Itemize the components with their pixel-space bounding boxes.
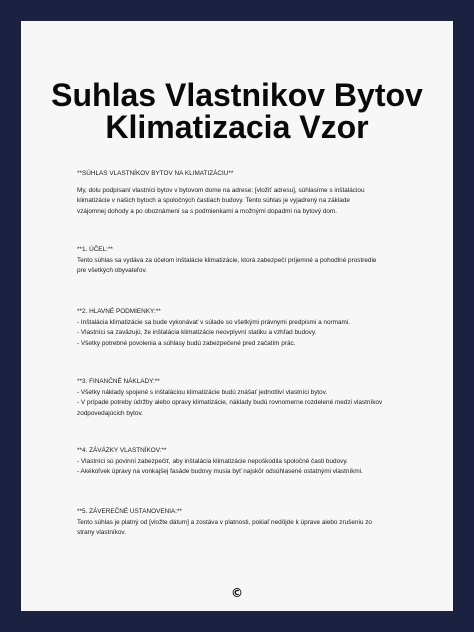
section-final-provisions — [77, 507, 407, 539]
page-title — [21, 79, 453, 143]
section-line: - Všetky potrebné povolenia a súhlasy budú zabezpečené pred začatím prác. — [77, 339, 296, 347]
section-heading: **2. HLAVNÉ PODMIENKY:** — [77, 308, 161, 315]
intro-section — [77, 169, 407, 217]
section-line: pre všetkých obyvateľov. — [77, 267, 147, 274]
section-heading: **5. ZÁVEREČNÉ USTANOVENIA:** — [77, 508, 182, 515]
section-heading: **3. FINANČNÉ NÁKLADY:** — [77, 378, 160, 385]
section-owner-obligations — [77, 446, 407, 478]
title-line-1: Suhlas Vlastnikov Bytov — [51, 77, 423, 113]
document-page — [21, 21, 453, 611]
copyright-icon: © — [231, 586, 243, 600]
section-line: - Vlastníci sa zaväzujú, že inštalácia klimatizácie neovplyvní statiku a vzhľad budovy. — [77, 329, 317, 336]
section-purpose — [77, 245, 407, 277]
section-heading: **1. ÚČEL:** — [77, 246, 113, 253]
section-line: - V prípade potreby údržby alebo opravy klimatizácie, náklady budú rovnomerne rozdelené medzi vlastníkov — [77, 399, 383, 406]
section-line: - Vlastníci sú povinní zabezpečiť, aby inštalácia klimatizácie nepoškodila spoločné časti budovy. — [77, 457, 348, 465]
section-line: Tento súhlas je platný od [vložte dátum] a zostáva v platnosti, pokiaľ nedôjde k úprave alebo zrušeniu zo — [77, 518, 372, 526]
intro-line: klimatizácie v našich bytoch a spoločných častiach budovy. Tento súhlas je vyjadrený na základe — [77, 197, 350, 204]
section-line: strany vlastníkov. — [77, 529, 126, 536]
intro-line: My, dolu podpísaní vlastníci bytov v bytovom dome na adrese: [vložiť adresu], súhlasíme s inštaláciou — [77, 186, 365, 194]
section-line: - Akékoľvek úpravy na vonkajšej fasáde budovy musia byť najskôr odsúhlasené ostatnými vlastníkmi. — [77, 468, 363, 475]
intro-line: vzájomnej dohody a po oboznámení sa s podmienkami a možnými dopadmi na bytový dom. — [77, 207, 338, 215]
section-line: Tento súhlas sa vydáva za účelom inštalácie klimatizácie, ktorá zabezpečí príjemné a pohodlné prostredie — [77, 256, 377, 264]
document-heading: **SÚHLAS VLASTNÍKOV BYTOV NA KLIMATIZÁCIU** — [77, 170, 234, 177]
section-line: zodpovedajúcich bytov. — [77, 409, 143, 417]
section-heading: **4. ZÁVÄZKY VLASTNÍKOV:** — [77, 447, 167, 454]
title-line-2: Klimatizacia Vzor — [105, 109, 369, 145]
section-line: - Inštalácia klimatizácie sa bude vykonávať v súlade so všetkými právnymi predpismi a normami. — [77, 318, 351, 326]
section-financial-costs — [77, 377, 407, 419]
section-main-conditions — [77, 307, 407, 349]
section-line: - Všetky náklady spojené s inštaláciou klimatizácie budú znášať jednotliví vlastníci bytov. — [77, 388, 328, 396]
